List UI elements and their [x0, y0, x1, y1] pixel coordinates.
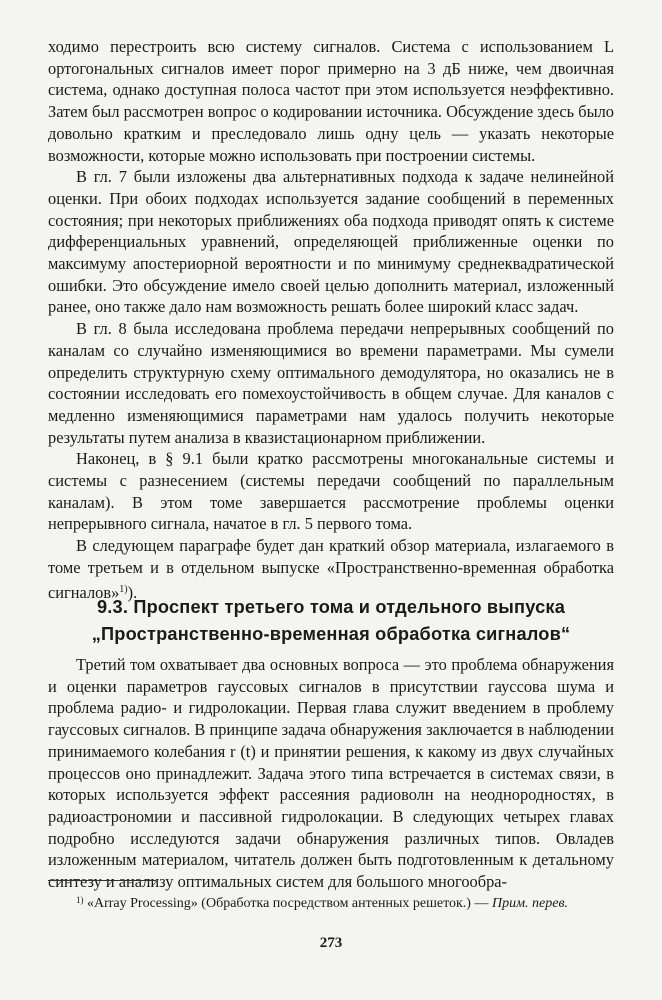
- footnote: [48, 890, 614, 914]
- section-body: [48, 654, 614, 893]
- paragraph-4: Наконец, в § 9.1 были кратко рассмотрены многоканальные системы и системы с разнесением (системы передачи сообщений по параллельным каналам). В этом томе завершается рассмотрение проблемы оценки непрерывного сигнала, начатое в гл. 5 первого тома.: [48, 449, 614, 534]
- section-heading: [48, 594, 614, 648]
- section-heading-line-1: 9.3. Проспект третьего тома и отдельного выпуска: [96, 597, 566, 617]
- page-number: 273: [319, 935, 343, 951]
- section-heading-line-2: „Пространственно-временная обработка сигналов“: [91, 624, 571, 644]
- paragraph-2: В гл. 7 были изложены два альтернативных подхода к задаче нелинейной оценки. При обоих подходах используется задание сообщений в переменных состояния; при некоторых приближениях оба подхода приводят опять к системе дифференциальных уравнений, определяющей приближенные оценки по максимуму апостериорной вероятности и по минимуму среднеквадратической ошибки. Это обсуждение имело своей целью дополнить материал, изложенный ранее, оно также дало нам возможность решать более широкий класс задач.: [48, 167, 614, 317]
- body-text: [48, 36, 614, 603]
- paragraph-3: В гл. 8 была исследована проблема передачи непрерывных сообщений по каналам со случайно изменяющимися во времени параметрами. Мы сумели определить структурную схему оптимального демодулятора, но оказались не в состоянии исследовать его помехоустойчивость в общем случае. Для каналов с медленно изменяющимися параметрами нам удалось получить некоторые результаты путем анализа в квазистационарном приближении.: [48, 319, 614, 447]
- footnote-text: «Array Processing» (Обработка посредством антенных решеток.) —: [87, 896, 489, 911]
- footnote-reference: 1): [119, 583, 128, 595]
- footnote-marker: 1): [76, 895, 84, 905]
- paragraph-1: ходимо перестроить всю систему сигналов. Система с использованием L ортогональных сигналов имеет порог примерно на 3 дБ ниже, чем двоичная система, однако доступная полоса частот при этом используется неэффективно. Затем был рассмотрен вопрос о кодировании источника. Обсуждение здесь было довольно кратким и преследовало лишь одну цель — указать некоторые возможности, которые можно использовать при построении системы.: [48, 37, 614, 165]
- footnote-translator-note: Прим. перев.: [491, 896, 569, 911]
- section-paragraph: Третий том охватывает два основных вопроса — это проблема обнаружения и оценки параметров гауссовых сигналов в присутствии гауссова шума и проблема радио- и гидролокации. Первая глава служит введением в проблему гауссовых сигналов. В принципе задача обнаружения заключается в наблюдении принимаемого колебания r (t) и принятии решения, к какому из двух случайных процессов оно принадлежит. Задача этого типа встречается в системах связи, в которых используется эффект рассеяния радиоволн на неоднородностях, в радиоастрономии и пассивной гидролокации. В следующих четырех главах подробно исследуются задачи обнаружения различных типов. Овладев изложенным материалом, читатель должен быть подготовленным к детальному синтезу и анализу оптимальных систем для большого многообра-: [48, 655, 614, 892]
- paragraph-5-text: В следующем параграфе будет дан краткий обзор материала, излагаемого в томе третьем и в отдельном выпуске «Пространственно-временная обработка сигналов»: [48, 536, 614, 602]
- paragraph-5-closing: ).: [127, 582, 138, 602]
- footnote-divider: [48, 880, 156, 881]
